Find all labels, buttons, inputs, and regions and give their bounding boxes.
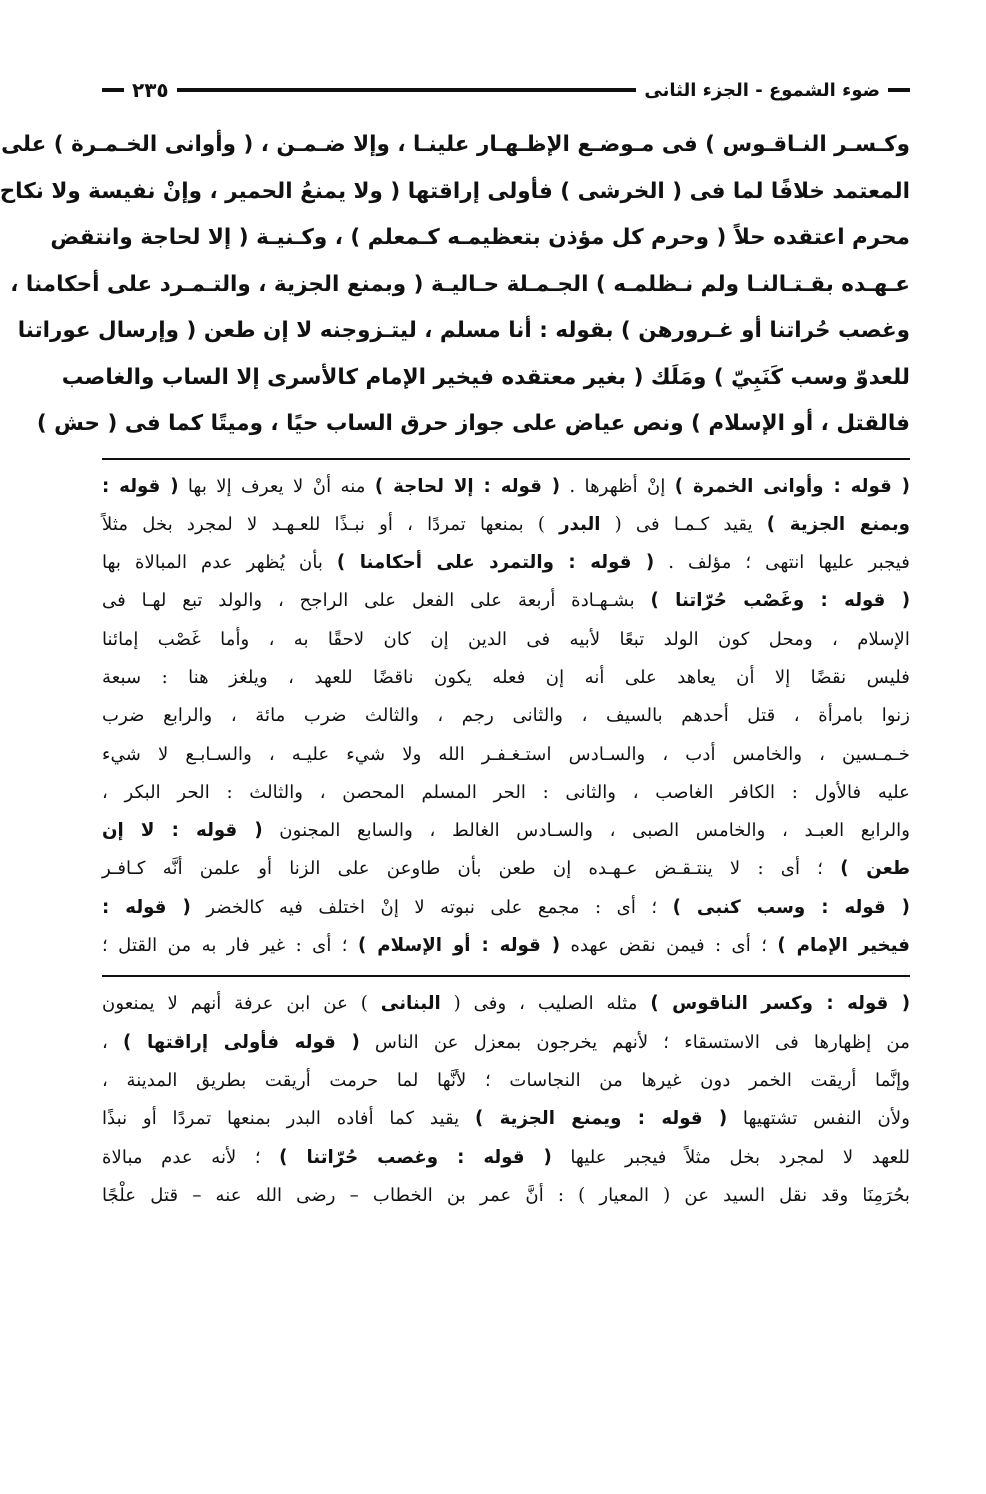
gloss-text: فيجبر عليها انتهى ؛ مؤلف . — [654, 552, 910, 574]
gloss-text: إنْ أظهرها . — [560, 475, 675, 497]
gloss-text: زنوا بامرأة ، قتل أحدهم بالسيف ، والثانى رجم ، والثالث ضرب مائة ، والرابع ضرب — [102, 705, 910, 727]
gloss-text: ) عن ابن عرفة أنهم لا يمنعون — [102, 993, 381, 1015]
gloss-lemma: طعن ) — [840, 858, 910, 880]
gloss-text: ؛ لأنه عدم مبالاة — [102, 1146, 280, 1168]
gloss-line — [102, 774, 910, 812]
main-line: فالقتل ، أو الإسلام ) ونص عياض على جواز حرق الساب حيًا ، وميتًا كما فى ( حش ) — [36, 411, 910, 436]
gloss-line — [102, 659, 910, 697]
gloss-lemma: ( قوله : وأوانى الخمرة ) — [674, 475, 910, 497]
gloss-lemma: ( قوله : لا إن — [102, 820, 263, 842]
book-page — [0, 70, 911, 1215]
gloss-line — [102, 812, 910, 850]
gloss-text: منه أنْ لا يعرف إلا بها — [178, 475, 375, 497]
gloss-text: عليه فالأول : الكافر الغاصب ، والثانى : الحر المسلم المحصن ، والثالث : الحر البكر ، — [102, 781, 910, 803]
gloss-lemma: ( قوله : والتمرد على أحكامنا ) — [336, 552, 655, 574]
gloss-lemma: ( قوله : إلا لحاجة ) — [374, 475, 561, 497]
gloss-second-commentary — [102, 985, 910, 1215]
gloss-text: وإنَّما أريقت الخمر دون غيرها من النجاسات ؛ لأنَّها لما حرمت أريقت بطريق المدينة ، — [102, 1069, 910, 1091]
gloss-text: ؛ أى : لا ينتـقـض عـهـده إن طعن بأن طاوعن على الزنا أو علمن أنَّه كـافـر — [102, 858, 841, 880]
gloss-line — [102, 1062, 910, 1100]
gloss-line — [102, 889, 910, 927]
gloss-text: يقيد كـمـا فى ( — [600, 513, 767, 535]
main-line: وكـسـر النـاقـوس ) فى مـوضـع الإظـهـار علينـا ، وإلا ضـمـن ، ( وأوانى الخـمـرة ) على — [1, 132, 910, 157]
gloss-line — [102, 697, 910, 735]
gloss-lemma: ( قوله : أو الإسلام ) — [357, 935, 561, 957]
running-head — [102, 70, 910, 110]
gloss-text: ؛ أى : فيمن نقض عهده — [560, 935, 778, 957]
gloss-lemma: ( قوله : وغَصْب حُرّاتنا ) — [650, 590, 911, 612]
main-line: عـهـده بقـتـالنـا ولم نـظلمـه ) الجـمـلة حـاليـة ( وبمنع الجزية ، والتـمـرد على أحكامنا ، — [10, 271, 910, 297]
gloss-lemma: وبمنع الجزية ) — [766, 513, 910, 535]
main-text — [0, 122, 910, 448]
gloss-lemma: البنانى — [380, 993, 441, 1015]
gloss-line — [102, 621, 910, 659]
gloss-line — [102, 468, 910, 506]
main-line: محرم اعتقده حلاً ( وحرم كل مؤذن بتعظيمـه كـمعلم ) ، وكـنيـة ( إلا لحاجة وانتقض — [50, 225, 910, 250]
gloss-text: ؛ أى : غير فار به من القتل ؛ — [102, 935, 358, 957]
separator-rule-1 — [102, 458, 910, 460]
head-dash-right — [888, 88, 910, 92]
main-line: للعدوّ وسب كَنَبِيّ ) ومَلَك ( بغير معتقده فيخير الإمام كالأسرى إلا الساب والغاصب — [61, 364, 910, 390]
gloss-lemma: ( قوله : — [102, 475, 179, 497]
gloss-text: فليس نقضًا إلا أن يعاهد على أنه إن فعله يكون ناقضًا للعهد ، ويلغز هنا : سبعة — [102, 666, 910, 688]
gloss-text: خـمـسين ، والخامس أدب ، والسـادس استـغـفـر الله ولا شيء عليـه ، والسـابـع لا شيء — [102, 743, 910, 765]
gloss-line — [102, 544, 910, 582]
main-line: وغصب حُراتنا أو غـرورهن ) بقوله : أنا مسلم ، ليتـزوجنه لا إن طعن ( وإرسال عوراتنا — [17, 318, 910, 343]
gloss-line — [102, 927, 910, 965]
gloss-line — [102, 582, 910, 620]
gloss-lemma: ( قوله : وسب كنبى ) — [672, 896, 910, 918]
gloss-lemma: ( قوله : — [102, 896, 191, 918]
gloss-line — [102, 736, 910, 774]
gloss-lemma: ( قوله فأولى إراقتها ) — [122, 1031, 360, 1053]
gloss-text: ) بمنعها تمردًا ، أو نبـذًا للعـهـد لا لمجرد بخل مثلاً — [102, 513, 560, 535]
separator-rule-2 — [102, 975, 910, 977]
gloss-line — [102, 1024, 910, 1062]
gloss-line — [102, 850, 910, 888]
gloss-text: يقيد كما أفاده البدر بمنعها تمردًا أو نبذًا — [102, 1108, 475, 1130]
gloss-text: بأن يُظهر عدم المبالاة بها — [102, 552, 337, 574]
gloss-lemma: البدر — [559, 513, 601, 535]
gloss-line — [102, 985, 910, 1023]
gloss-text: والرابع العبـد ، والخامس الصبى ، والسـادس الغالط ، والسابع المجنون — [262, 820, 910, 842]
gloss-line — [102, 1100, 910, 1138]
gloss-line — [102, 1177, 910, 1215]
gloss-text: ؛ أى : مجمع على نبوته لا إنْ اختلف فيه كالخضر — [190, 896, 673, 918]
gloss-text: بشـهـادة أربعة على الفعل على الراجح ، والولد تبع لهـا فى — [102, 590, 651, 612]
gloss-text: من إظهارها فى الاستسقاء ؛ لأنهم يخرجون بمعزل عن الناس — [359, 1031, 910, 1053]
page-number: ٢٣٥ — [132, 78, 169, 102]
gloss-text: بحُرَمِنَا وقد نقل السيد عن ( المعيار ) : أنَّ عمر بن الخطاب – رضى الله عنه – قتل علْجًا — [102, 1184, 910, 1206]
gloss-line — [102, 506, 910, 544]
gloss-first-commentary — [102, 468, 910, 966]
main-line: المعتمد خلافًا لما فى ( الخرشى ) فأولى إراقتها ( ولا يمنعُ الحمير ، وإنْ نفيسة ولا نكاح — [0, 178, 910, 204]
head-rule — [177, 88, 637, 92]
gloss-text: الإسلام ، ومحل كون الولد تبعًا لأبيه فى الدين إن كان لاحقًا به ، وأما غَصْب إمائنا — [102, 628, 910, 650]
gloss-lemma: فيخير الإمام ) — [777, 935, 910, 957]
gloss-text: ، — [102, 1031, 123, 1053]
gloss-text: للعهد لا لمجرد بخل مثلاً فيجبر عليها — [551, 1146, 910, 1168]
gloss-text: مثله الصليب ، وفى ( — [440, 993, 651, 1015]
gloss-text: ولأن النفس تشتهيها — [727, 1108, 911, 1130]
head-dash-left — [102, 88, 124, 92]
gloss-lemma: ( قوله : وغصب حُرّاتنا ) — [279, 1146, 552, 1168]
gloss-lemma: ( قوله : وكسر الناقوس ) — [650, 993, 911, 1015]
book-title: ضوء الشموع - الجزء الثانى — [644, 79, 880, 101]
gloss-lemma: ( قوله : ويمنع الجزية ) — [474, 1108, 728, 1130]
gloss-line — [102, 1139, 910, 1177]
